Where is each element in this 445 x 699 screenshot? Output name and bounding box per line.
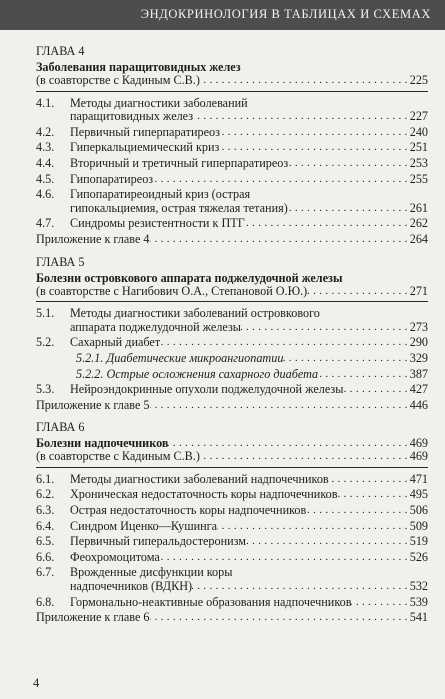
chapter-label: ГЛАВА 6: [36, 420, 85, 435]
page-number: 4: [33, 676, 40, 690]
entry-number: 5.1.: [36, 306, 55, 321]
chapter-gap: [36, 412, 428, 420]
appendix-title: Приложение к главе 4: [36, 231, 150, 246]
toc-entry-line: [36, 596, 428, 610]
toc-entry-line: [36, 188, 428, 202]
coauthors-line: [36, 285, 428, 299]
dot-leader: [193, 110, 408, 124]
toc-entry-line: [36, 488, 428, 502]
toc-entry-line: [36, 551, 428, 565]
entry-title: Гиперкальциемический криз: [70, 140, 220, 155]
dot-leader: [160, 336, 408, 350]
running-header-title: ЭНДОКРИНОЛОГИЯ В ТАБЛИЦАХ И СХЕМАХ: [140, 7, 431, 21]
chapter-title-line: [36, 436, 428, 450]
entry-page: 290: [409, 335, 428, 350]
toc-entry: [36, 596, 428, 610]
dot-leader: [318, 368, 408, 382]
toc-entry: [36, 368, 428, 382]
coauthors-line: [36, 450, 428, 464]
entry-page: 495: [409, 487, 428, 502]
entry-title: Методы диагностики заболеваний: [70, 95, 248, 110]
entry-number: 4.1.: [36, 95, 55, 110]
entry-number: 4.7.: [36, 216, 55, 231]
appendix-line: [36, 233, 428, 247]
dot-leader: [150, 611, 408, 625]
dot-leader: [329, 473, 408, 487]
dot-leader: [219, 141, 407, 155]
dot-leader: [200, 74, 408, 88]
toc-entry-line: [36, 126, 428, 140]
toc-entry-line: [36, 141, 428, 155]
entry-page: 539: [409, 594, 428, 609]
entry-title: надпочечников (ВДКН): [70, 579, 193, 594]
toc-entry-line: [36, 580, 428, 594]
toc-entry: [36, 141, 428, 155]
entry-page: 427: [409, 382, 428, 397]
entry-number: 4.4.: [36, 155, 55, 170]
chapter-label: ГЛАВА 5: [36, 254, 85, 269]
coauthors-page: 271: [409, 283, 428, 298]
dot-leader: [283, 352, 407, 366]
dot-leader: [337, 488, 407, 502]
entry-title: Гипопаратиреоз: [70, 171, 154, 186]
toc-entry: [36, 352, 428, 366]
dot-leader: [150, 233, 408, 247]
appendix-page: 446: [409, 397, 428, 412]
entry-page: 261: [409, 200, 428, 215]
appendix-title: Приложение к главе 6: [36, 610, 150, 625]
toc-entry: [36, 188, 428, 215]
entry-number: 4.5.: [36, 171, 55, 186]
toc-entry-line: [36, 535, 428, 549]
entry-title: Первичный гиперпаратиреоз: [70, 124, 220, 139]
toc-entry-line: [36, 520, 428, 534]
entry-page: 273: [409, 319, 428, 334]
entry-number: 6.8.: [36, 594, 55, 609]
entry-title: паращитовидных желез: [70, 109, 194, 124]
chapter-title: Заболевания паращитовидных желез: [36, 60, 241, 74]
dot-leader: [160, 551, 408, 565]
entry-page: 253: [409, 155, 428, 170]
toc-entry: [36, 336, 428, 350]
entry-title: Первичный гиперальдостеронизм: [70, 534, 247, 549]
entry-number: 6.2.: [36, 487, 55, 502]
entry-number: 4.3.: [36, 140, 55, 155]
entry-number: 6.6.: [36, 549, 55, 564]
toc-entry: [36, 488, 428, 502]
coauthors-line: [36, 74, 428, 88]
coauthors-page: 225: [409, 73, 428, 87]
toc-entry-line: [36, 217, 428, 231]
dot-leader: [192, 580, 408, 594]
entry-title: Гормонально-неактивные образования надпочечников: [70, 594, 352, 609]
entry-title: аппарата поджелудочной железы: [70, 319, 241, 334]
coauthors-text: (в соавторстве с Кадиным С.В.): [36, 73, 200, 87]
coauthors-page: 469: [409, 449, 428, 464]
coauthors-text: (в соавторстве с Кадиным С.В.): [36, 449, 200, 464]
appendix-page: 264: [409, 231, 428, 246]
chapter-rule: [36, 301, 428, 302]
coauthors-text: (в соавторстве с Нагибович О.А., Степановой О.Ю.): [36, 283, 308, 298]
chapter-rule: [36, 91, 428, 92]
entry-title: Синдром Иценко—Кушинга: [70, 518, 218, 533]
toc-entry-line: [36, 321, 428, 335]
toc-entry-line: [36, 473, 428, 487]
table-of-contents: [36, 44, 428, 625]
dot-leader: [200, 450, 408, 464]
running-header: [0, 0, 445, 30]
dot-leader: [153, 173, 408, 187]
entry-number: 6.5.: [36, 534, 55, 549]
toc-entry: [36, 520, 428, 534]
entry-title: Хроническая недостаточность коры надпочечников: [70, 487, 338, 502]
appendix-line: [36, 611, 428, 625]
toc-entry-line: [36, 202, 428, 216]
entry-page: 471: [409, 471, 428, 486]
toc-entry-line: [36, 566, 428, 580]
entry-title: 5.2.1. Диабетические микроангиопатии: [76, 350, 284, 365]
toc-entry-line: [36, 383, 428, 397]
entry-title: Гипопаратиреоидный криз (острая: [70, 187, 251, 202]
toc-entry-line: [36, 504, 428, 518]
entry-title: Сахарный диабет: [70, 335, 161, 350]
toc-entry: [36, 173, 428, 187]
appendix-page: 541: [409, 610, 428, 625]
dot-leader: [241, 321, 408, 335]
entry-page: 255: [409, 171, 428, 186]
toc-entry-line: [36, 110, 428, 124]
dot-leader: [245, 217, 408, 231]
entry-title: Методы диагностики заболеваний островкового: [70, 306, 320, 321]
dot-leader: [306, 504, 407, 518]
appendix-title: Приложение к главе 5: [36, 397, 150, 412]
toc-entry-line: [36, 336, 428, 350]
chapter-rule: [36, 467, 428, 468]
entry-title: Острая недостаточность коры надпочечников: [70, 503, 307, 518]
dot-leader: [288, 202, 408, 216]
entry-number: 6.1.: [36, 471, 55, 486]
entry-number: 6.4.: [36, 518, 55, 533]
entry-page: 526: [409, 549, 428, 564]
dot-leader: [288, 157, 408, 171]
toc-entry-line: [36, 157, 428, 171]
entry-title: 5.2.2. Острые осложнения сахарного диабета: [76, 366, 319, 381]
entry-number: 6.7.: [36, 565, 55, 580]
toc-entry: [36, 566, 428, 593]
appendix-line: [36, 399, 428, 413]
entry-page: 227: [409, 109, 428, 124]
entry-number: 5.3.: [36, 382, 55, 397]
dot-leader: [307, 285, 407, 299]
entry-number: 6.3.: [36, 503, 55, 518]
chapter-title: Болезни островкового аппарата поджелудочной железы: [36, 270, 343, 285]
dot-leader: [168, 437, 407, 451]
toc-entry: [36, 383, 428, 397]
entry-title: Синдромы резистентности к ПТГ: [70, 216, 245, 231]
entry-title: Вторичный и третичный гиперпаратиреоз: [70, 155, 289, 170]
toc-entry: [36, 157, 428, 171]
entry-page: 387: [409, 366, 428, 381]
dot-leader: [217, 520, 408, 534]
entry-title: Врожденные дисфункции коры: [70, 565, 233, 580]
dot-leader: [343, 383, 407, 397]
entry-page: 262: [409, 216, 428, 231]
toc-entry-line: [36, 173, 428, 187]
dot-leader: [150, 399, 408, 413]
toc-entry-line: [36, 368, 428, 382]
entry-page: 509: [409, 518, 428, 533]
toc-entry: [36, 307, 428, 334]
entry-number: 4.6.: [36, 187, 55, 202]
dot-leader: [246, 535, 408, 549]
entry-page: 506: [409, 503, 428, 518]
entry-title: Нейроэндокринные опухоли поджелудочной железы: [70, 382, 344, 397]
toc-entry-line: [36, 97, 428, 111]
toc-entry: [36, 551, 428, 565]
entry-title: Методы диагностики заболеваний надпочечников: [70, 471, 329, 486]
chapter-gap: [36, 247, 428, 255]
toc-entry: [36, 217, 428, 231]
toc-entry: [36, 504, 428, 518]
entry-page: 240: [409, 124, 428, 139]
toc-entry-line: [36, 307, 428, 321]
entry-page: 532: [409, 579, 428, 594]
toc-entry: [36, 535, 428, 549]
toc-entry: [36, 126, 428, 140]
toc-entry-line: [36, 352, 428, 366]
entry-page: 519: [409, 534, 428, 549]
chapter-title-page: 469: [409, 435, 428, 450]
dot-leader: [351, 596, 407, 610]
toc-entry: [36, 473, 428, 487]
chapter-label: ГЛАВА 4: [36, 44, 85, 58]
entry-number: 4.2.: [36, 124, 55, 139]
entry-number: 5.2.: [36, 335, 55, 350]
entry-title: Феохромоцитома: [70, 549, 160, 564]
entry-page: 329: [409, 350, 428, 365]
entry-page: 251: [409, 140, 428, 155]
toc-entry: [36, 97, 428, 124]
chapter-title: Болезни надпочечников: [36, 436, 169, 451]
entry-title: гипокальциемия, острая тяжелая тетания): [70, 200, 288, 215]
dot-leader: [220, 126, 408, 140]
